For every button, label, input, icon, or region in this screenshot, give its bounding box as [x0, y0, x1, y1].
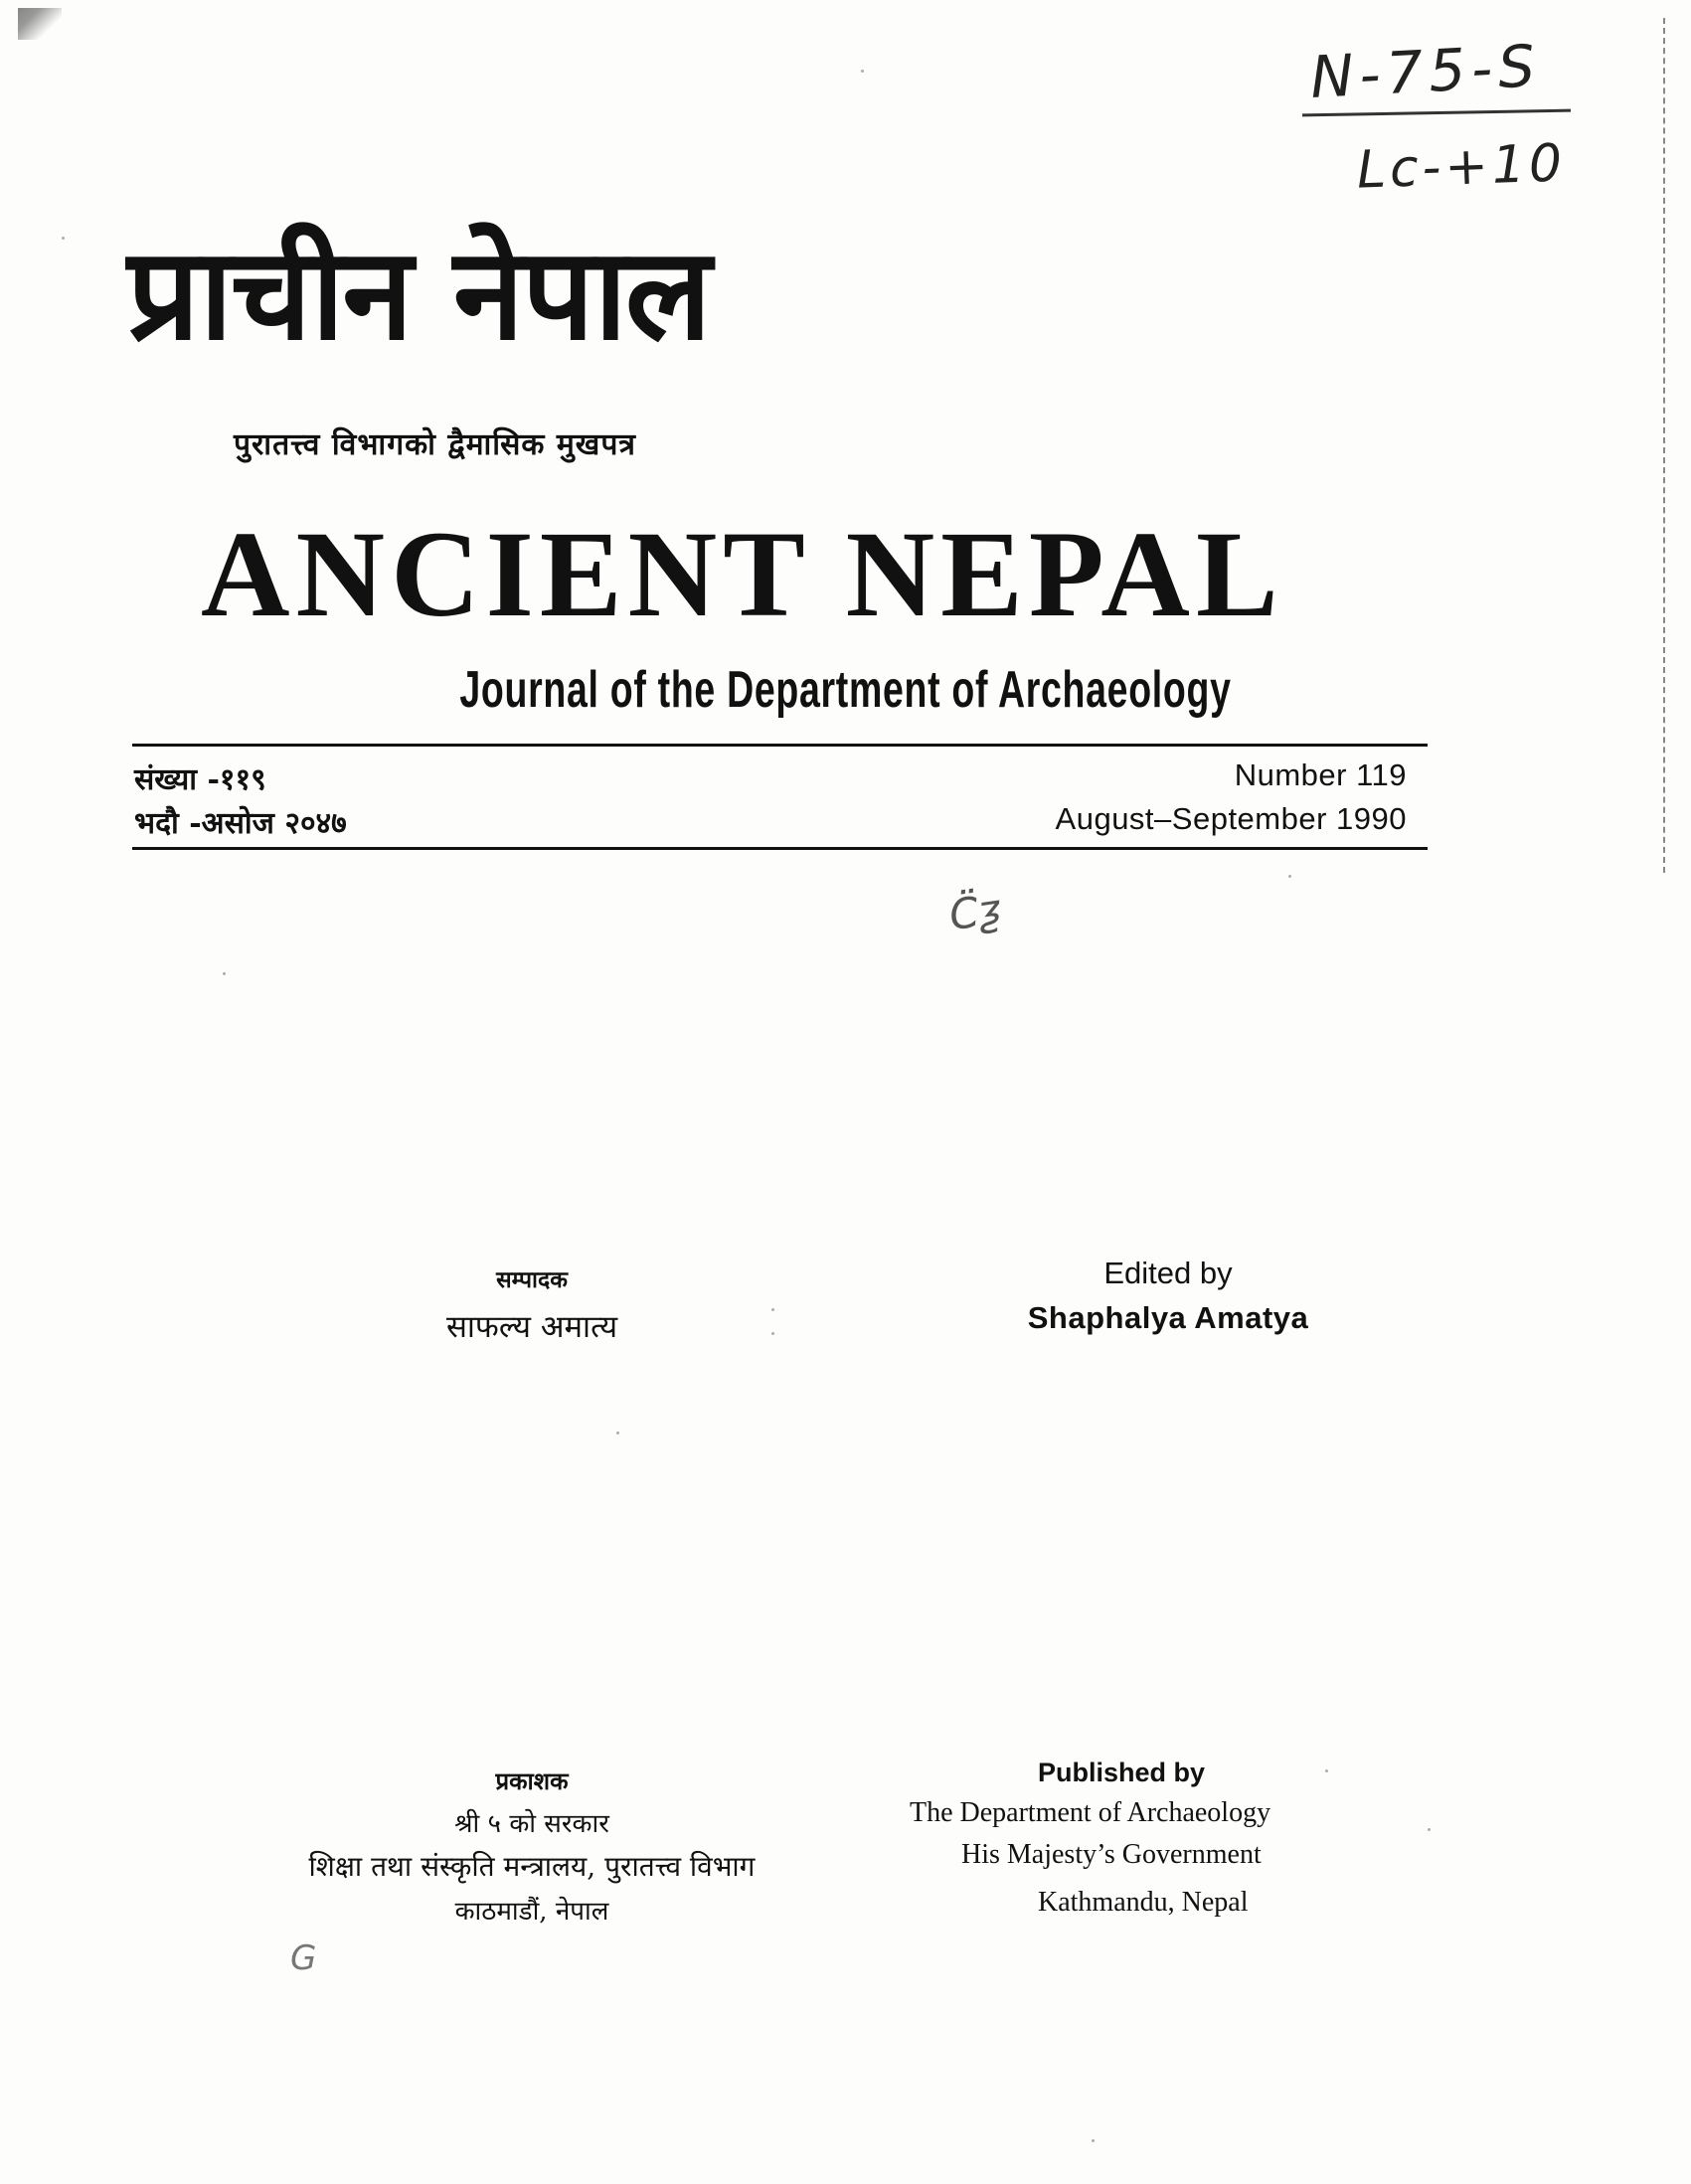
publisher-line2-english: His Majesty’s Government — [961, 1839, 1262, 1870]
scan-speck — [223, 972, 226, 975]
handwritten-mark: G — [290, 1938, 317, 1978]
publisher-line1-nepali: श्री ५ को सरकार — [454, 1809, 609, 1839]
scan-speck — [861, 70, 864, 73]
masthead-title-english: ANCIENT NEPAL — [201, 506, 1284, 642]
publisher-label-english: Published by — [1037, 1758, 1206, 1787]
scan-speck — [62, 237, 65, 240]
scan-speck — [771, 1308, 774, 1311]
editor-label-english: Edited by — [1103, 1256, 1233, 1290]
handwritten-catalog-sub: Lc-+10 — [1356, 133, 1568, 201]
issue-date-english: August–September 1990 — [1055, 801, 1407, 836]
scan-speck — [771, 1332, 774, 1335]
issue-date-nepali: भदौ -असोज २०४७ — [134, 806, 347, 841]
handwritten-scribble: C̈ƺ — [945, 884, 1004, 940]
scan-speck — [1092, 2139, 1095, 2142]
editor-name-english: Shaphalya Amatya — [1027, 1300, 1309, 1335]
publisher-label-nepali: प्रकाशक — [495, 1766, 569, 1795]
scan-edge-line — [1663, 18, 1665, 873]
masthead-subtitle-nepali: पुरातत्त्व विभागको द्वैमासिक मुखपत्र — [234, 427, 636, 462]
publisher-line3-english: Kathmandu, Nepal — [1038, 1887, 1249, 1918]
handwritten-catalog-code: N-75-S — [1308, 31, 1543, 112]
masthead-title-nepali: प्राचीन नेपाल — [127, 220, 710, 369]
publisher-line3-nepali: काठमाडौं, नेपाल — [454, 1897, 609, 1927]
editor-label-nepali: सम्पादक — [496, 1266, 568, 1293]
publisher-line1-english: The Department of Archaeology — [910, 1797, 1271, 1828]
editor-name-nepali: साफल्य अमात्य — [445, 1309, 618, 1345]
publisher-line2-nepali: शिक्षा तथा संस्कृति मन्त्रालय, पुरातत्त्व विभाग — [308, 1850, 756, 1883]
rule-bottom — [132, 847, 1428, 850]
handwritten-underline — [1302, 109, 1571, 117]
masthead-subtitle-english: Journal of the Department of Archaeology — [459, 661, 1232, 719]
issue-number-nepali: संख्या -११९ — [134, 762, 266, 797]
issue-number-english: Number 119 — [1234, 757, 1407, 792]
rule-top — [132, 744, 1428, 747]
scan-speck — [1325, 1769, 1328, 1772]
scan-speck — [1288, 875, 1291, 878]
scan-speck — [616, 1431, 619, 1434]
scan-speck — [1428, 1828, 1431, 1831]
scan-corner-smudge — [18, 8, 62, 40]
